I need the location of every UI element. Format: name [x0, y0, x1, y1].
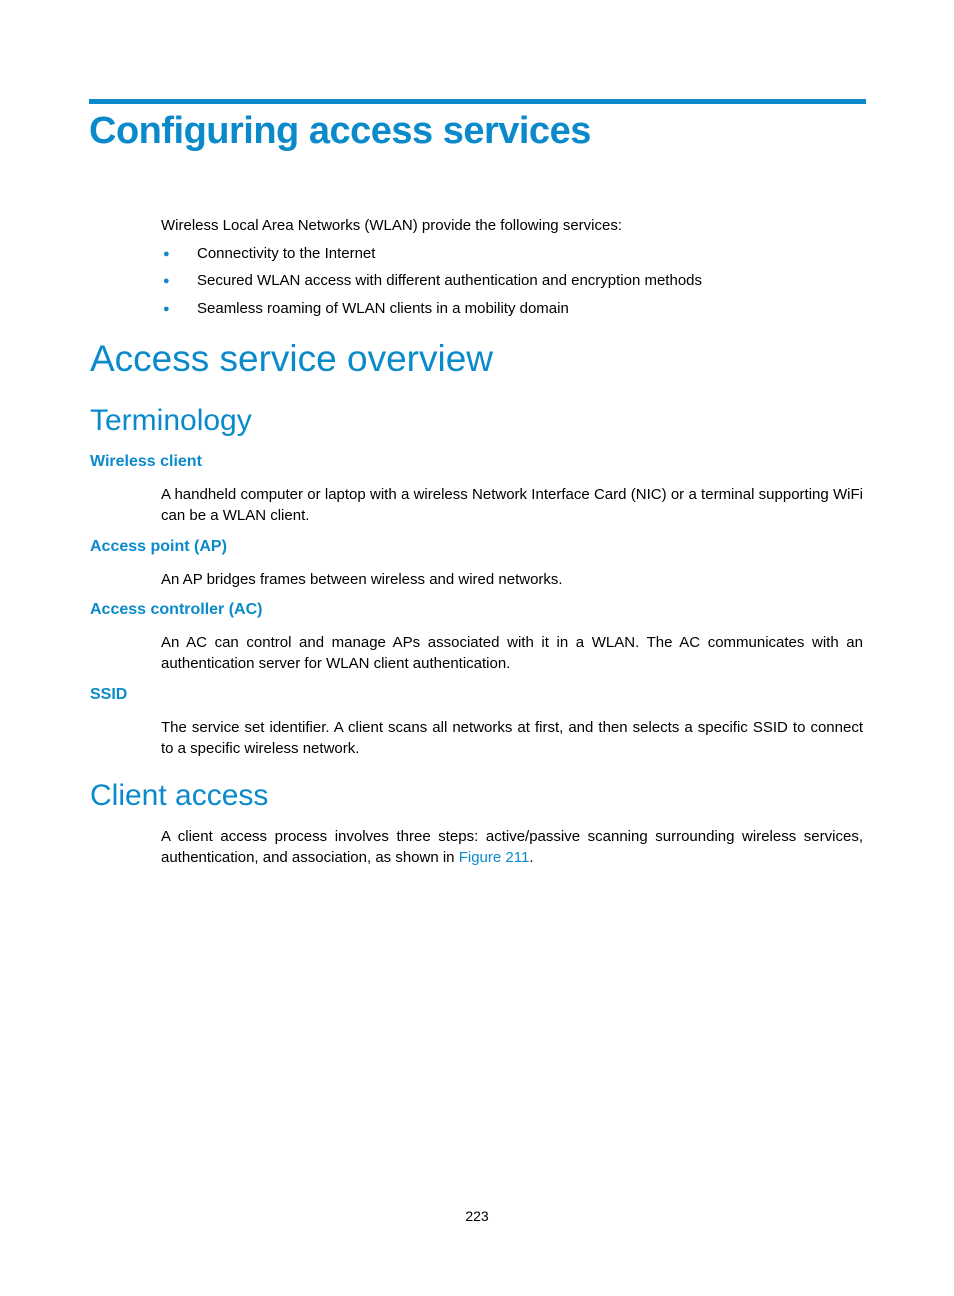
term-heading-ssid: SSID	[90, 686, 128, 703]
client-access-paragraph	[161, 826, 863, 868]
intro-text: Wireless Local Area Networks (WLAN) provide the following services:	[161, 217, 622, 234]
title-rule	[89, 99, 866, 104]
term-body-wireless-client: A handheld computer or laptop with a wireless Network Interface Card (NIC) or a terminal supporting WiFi can be a WLAN client.	[161, 486, 863, 524]
page-title: Configuring access services	[89, 110, 591, 152]
section-heading-overview: Access service overview	[90, 338, 494, 379]
list-item: Secured WLAN access with different authentication and encryption methods	[197, 272, 703, 289]
page-number: 223	[465, 1208, 489, 1224]
subsection-heading-terminology: Terminology	[90, 404, 252, 437]
term-heading-access-point: Access point (AP)	[90, 538, 227, 555]
client-access-text: A client access process involves three steps: active/passive scanning surrounding wireless services, authentication, and association, as shown in	[161, 828, 863, 866]
term-heading-access-controller: Access controller (AC)	[90, 601, 263, 618]
term-body-access-point: An AP bridges frames between wireless and wired networks.	[161, 571, 563, 588]
figure-link[interactable]: Figure 211	[458, 849, 530, 866]
term-body-access-controller: An AC can control and manage APs associated with it in a WLAN. The AC communicates with an authentication server for WLAN client authentication.	[161, 634, 863, 672]
client-access-text-end: .	[529, 849, 534, 866]
list-item: Seamless roaming of WLAN clients in a mobility domain	[197, 300, 569, 317]
term-body-ssid: The service set identifier. A client scans all networks at first, and then selects a specific SSID to connect to a specific wireless network.	[161, 719, 863, 757]
bullet-icon: ●	[163, 303, 170, 315]
term-heading-wireless-client: Wireless client	[90, 453, 202, 470]
subsection-heading-client-access: Client access	[90, 779, 269, 812]
list-item: Connectivity to the Internet	[197, 245, 376, 262]
bullet-icon: ●	[163, 275, 170, 287]
bullet-icon: ●	[163, 248, 170, 260]
